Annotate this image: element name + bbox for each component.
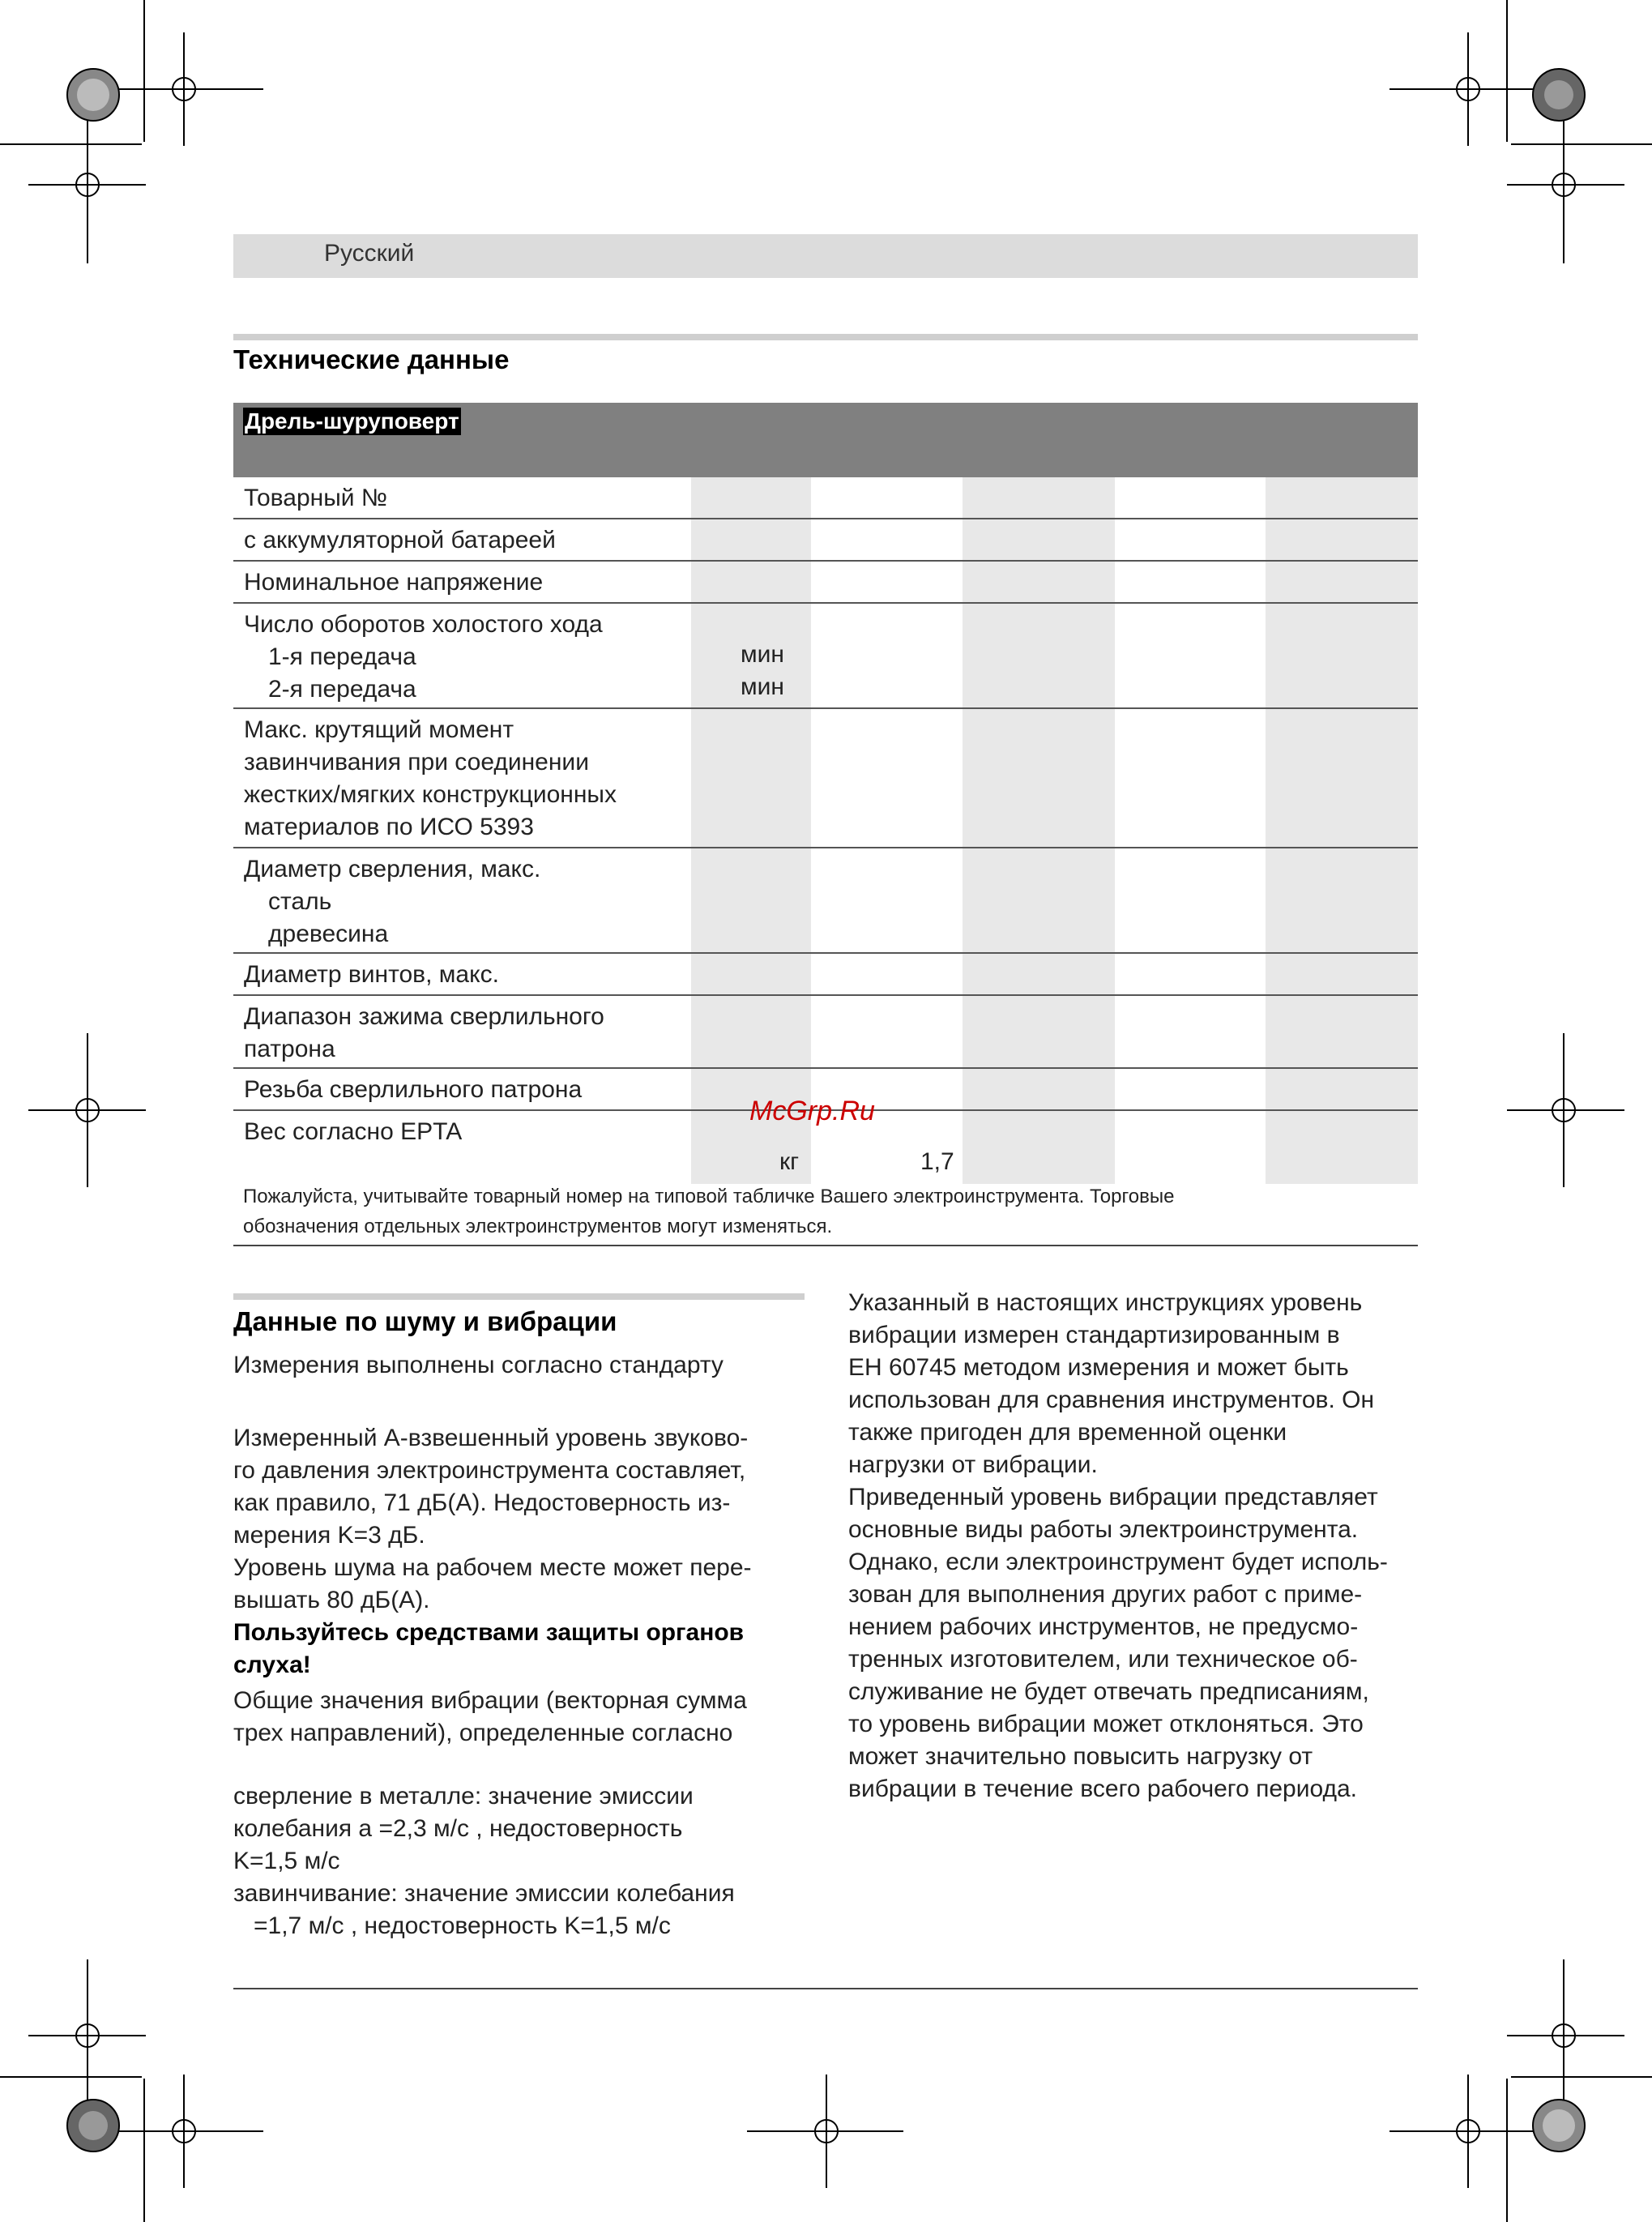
- tech-data-table: [233, 403, 1418, 1184]
- row-label: с аккумуляторной батареей: [244, 527, 556, 553]
- paragraph-line: мерения K=3 дБ.: [233, 1522, 425, 1549]
- paragraph-line: как правило, 71 дБ(A). Недостоверность из-: [233, 1489, 731, 1516]
- paragraph-line: Указанный в настоящих инструкциях уровень: [848, 1289, 1363, 1316]
- row-label: Число оборотов холостого хода: [244, 611, 603, 638]
- warning-line: Пользуйтесь средствами защиты органов: [233, 1619, 745, 1646]
- table-row: [233, 996, 1418, 1069]
- paragraph-line: Измеренный А-взвешенный уровень звуково-: [233, 1425, 749, 1451]
- paragraph-line: вибрации измерен стандартизированным в: [848, 1322, 1340, 1348]
- paragraph-line: служивание не будет отвечать предписаниям,: [848, 1678, 1369, 1705]
- noise-left-column: [233, 1349, 817, 1942]
- paragraph-line: Уровень шума на рабочем месте может пере-: [233, 1554, 752, 1581]
- warning-line: слуха!: [233, 1652, 311, 1678]
- table-bottom-rule: [233, 1245, 1418, 1246]
- paragraph-line: зован для выполнения других работ с приме-: [848, 1581, 1363, 1608]
- paragraph-line: Однако, если электроинструмент будет исполь-: [848, 1549, 1388, 1575]
- table-row: [233, 604, 1418, 709]
- row-label: материалов по ИСО 5393: [244, 814, 534, 840]
- row-sublabel: сталь: [268, 888, 332, 915]
- paragraph-line: EH 60745 методом измерения и может быть: [848, 1354, 1349, 1381]
- footnote-line: Пожалуйста, учитывайте товарный номер на типовой табличке Вашего электроинструмента. Торговые: [243, 1186, 1175, 1207]
- paragraph-line: трех направлений), определенные согласно: [233, 1720, 733, 1746]
- paragraph: Измерения выполнены согласно стандарту: [233, 1352, 724, 1378]
- table-title: Дрель-шуруповерт: [245, 408, 459, 434]
- row-label: завинчивания при соединении: [244, 749, 589, 776]
- unit-label: кг: [779, 1148, 800, 1175]
- paragraph-line: использован для сравнения инструментов. Он: [848, 1387, 1375, 1413]
- paragraph-line: =1,7 м/с , недостоверность K=1,5 м/с: [233, 1912, 671, 1939]
- footnote-line: обозначения отдельных электроинструментов могут изменяться.: [243, 1216, 833, 1237]
- table-row: [233, 477, 1418, 519]
- unit-label: мин: [741, 641, 784, 668]
- row-label: Диаметр сверления, макс.: [244, 856, 541, 882]
- table-footnote: [243, 1182, 1410, 1241]
- paragraph-line: вибрации в течение всего рабочего периода.: [848, 1775, 1358, 1802]
- language-label: Русский: [324, 240, 415, 267]
- row-label: жестких/мягких конструкционных: [244, 781, 617, 808]
- watermark: McGrp.Ru: [749, 1096, 875, 1126]
- row-sublabel: 1-я передача: [268, 643, 416, 670]
- tech-data-heading: Технические данные: [233, 344, 510, 374]
- paragraph-line: Общие значения вибрации (векторная сумма: [233, 1687, 747, 1714]
- table-row: [233, 562, 1418, 604]
- paragraph-line: сверление в металле: значение эмиссии: [233, 1783, 694, 1810]
- noise-heading: Данные по шуму и вибрации: [233, 1306, 617, 1336]
- row-sublabel: 2-я передача: [268, 676, 416, 703]
- row-label: патрона: [244, 1036, 335, 1062]
- paragraph-line: K=1,5 м/с: [233, 1848, 340, 1874]
- page-bottom-rule: [233, 1988, 1418, 1989]
- table-row: [233, 709, 1418, 848]
- row-label: Макс. крутящий момент: [244, 716, 514, 743]
- paragraph-line: Приведенный уровень вибрации представляет: [848, 1484, 1378, 1511]
- paragraph-line: то уровень вибрации может отклоняться. Это: [848, 1711, 1364, 1737]
- row-label: Диапазон зажима сверлильного: [244, 1003, 604, 1030]
- section-rule: [233, 334, 1418, 340]
- paragraph-line: го давления электроинструмента составляет,: [233, 1457, 746, 1484]
- row-label: Товарный №: [244, 485, 388, 511]
- noise-right-column: [848, 1287, 1424, 1805]
- row-label: Номинальное напряжение: [244, 569, 544, 596]
- weight-value: 1,7: [920, 1148, 954, 1175]
- paragraph-line: колебания a =2,3 м/с , недостоверность: [233, 1815, 683, 1842]
- row-label: Резьба сверлильного патрона: [244, 1076, 583, 1103]
- paragraph-line: тренных изготовителем, или техническое об-: [848, 1646, 1358, 1673]
- paragraph-line: вышать 80 дБ(A).: [233, 1587, 430, 1613]
- paragraph-line: нением рабочих инструментов, не предусмо-: [848, 1613, 1359, 1640]
- table-row: [233, 848, 1418, 954]
- section-rule: [233, 1293, 805, 1300]
- paragraph-line: основные виды работы электроинструмента.: [848, 1516, 1359, 1543]
- paragraph-line: может значительно повысить нагрузку от: [848, 1743, 1313, 1770]
- paragraph-line: также пригоден для временной оценки: [848, 1419, 1287, 1446]
- row-label: Диаметр винтов, макс.: [244, 961, 499, 988]
- table-header: [233, 403, 1418, 477]
- paragraph-line: нагрузки от вибрации.: [848, 1451, 1098, 1478]
- row-label: Вес согласно EPTA: [244, 1118, 463, 1145]
- row-sublabel: древесина: [268, 921, 389, 947]
- unit-label: мин: [741, 673, 784, 700]
- paragraph-line: завинчивание: значение эмиссии колебания: [233, 1880, 735, 1907]
- table-row: [233, 954, 1418, 996]
- table-row: [233, 519, 1418, 562]
